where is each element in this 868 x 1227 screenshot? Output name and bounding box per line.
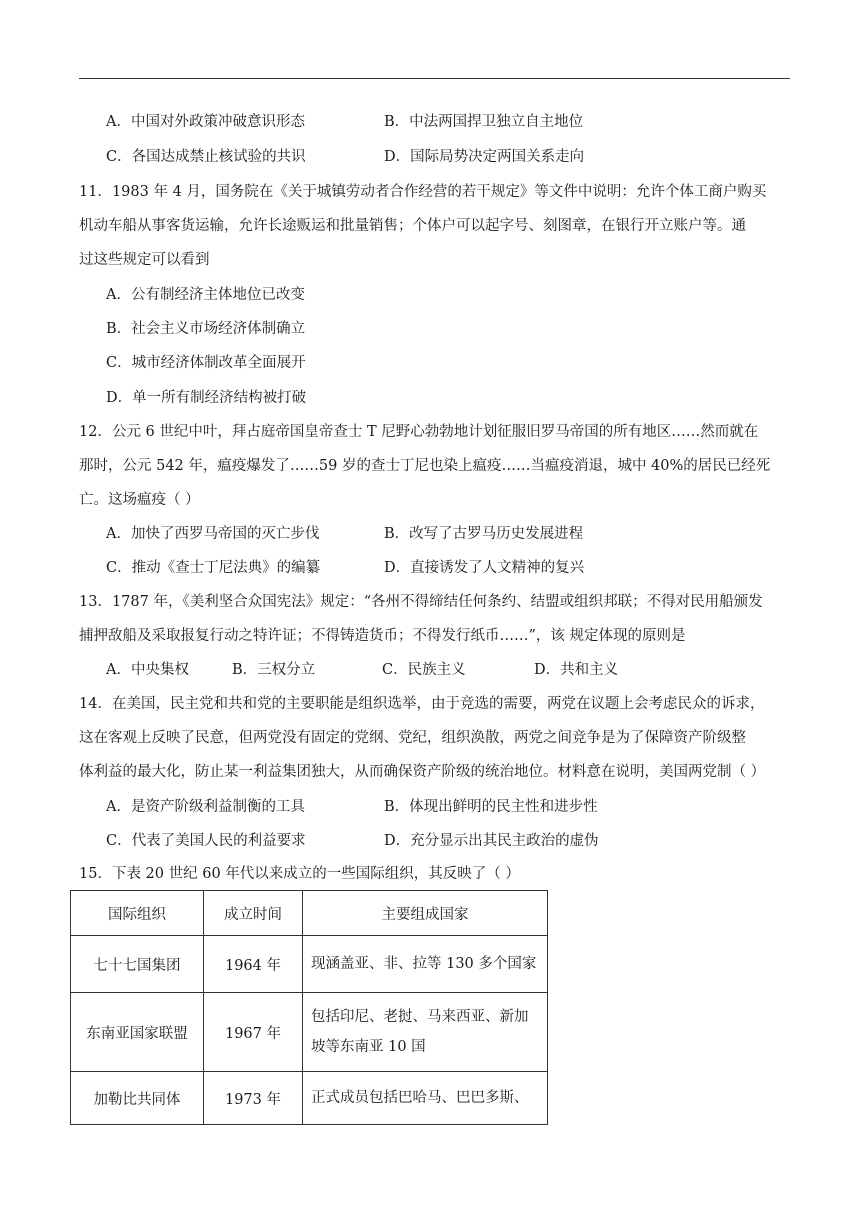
q12-option-d[interactable]: D．直接诱发了人文精神的复兴 (384, 560, 585, 576)
table-cell-members: 正式成员包括巴哈马、巴巴多斯、 (303, 1072, 548, 1125)
q12-stem-line-3: 亡。这场瘟疫（ ） (79, 492, 200, 508)
q14-option-c[interactable]: C．代表了美国人民的利益要求 (106, 833, 306, 849)
table-row (71, 993, 548, 1072)
q10-option-c[interactable]: C．各国达成禁止核试验的共识 (106, 149, 306, 165)
q10-option-a[interactable]: A．中国对外政策冲破意识形态 (106, 114, 305, 130)
q10-option-d[interactable]: D．国际局势决定两国关系走向 (384, 149, 585, 165)
q13-option-b[interactable]: B．三权分立 (232, 662, 316, 678)
q14-option-d[interactable]: D．充分显示出其民主政治的虚伪 (384, 833, 599, 849)
q15-stem: 15．下表 20 世纪 60 年代以来成立的一些国际组织，其反映了（ ） (79, 866, 520, 882)
international-organizations-table (70, 890, 548, 1125)
table-header-row (71, 891, 548, 936)
q12-option-a[interactable]: A．加快了西罗马帝国的灭亡步伐 (106, 526, 320, 542)
table-cell-year: 1964 年 (204, 936, 303, 993)
q12-stem-line-2: 那时，公元 542 年，瘟疫爆发了……59 岁的查士丁尼也染上瘟疫……当瘟疫消退，城中 40%的居民已经死 (79, 458, 771, 474)
q13-stem-line-2: 捕押敌船及采取报复行动之特许证；不得铸造货币；不得发行纸币……”，该 规定体现的原则是 (79, 628, 686, 644)
q14-stem-line-1: 14．在美国，民主党和共和党的主要职能是组织选举，由于竞选的需要，两党在议题上会考虑民众的诉求， (79, 696, 765, 712)
q10-option-b[interactable]: B．中法两国捍卫独立自主地位 (384, 114, 584, 130)
q11-stem-line-1: 11．1983 年 4 月，国务院在《关于城镇劳动者合作经营的若干规定》等文件中说明：允许个体工商户购买 (79, 184, 767, 200)
table-row (71, 1072, 548, 1125)
table-cell-year: 1973 年 (204, 1072, 303, 1125)
q14-option-b[interactable]: B．体现出鲜明的民主性和进步性 (384, 799, 598, 815)
q11-option-b[interactable]: B．社会主义市场经济体制确立 (106, 321, 306, 337)
q13-stem-line-1: 13．1787 年，《美利坚合众国宪法》规定：“各州不得缔结任何条约、结盟或组织邦联；不得对民用船颁发 (79, 594, 763, 610)
header-rule (79, 78, 790, 79)
q13-option-d[interactable]: D．共和主义 (534, 662, 619, 678)
table-cell-org: 加勒比共同体 (71, 1072, 204, 1125)
q11-option-c[interactable]: C．城市经济体制改革全面展开 (106, 355, 306, 371)
table-cell-org: 七十七国集团 (71, 936, 204, 993)
table-header-year: 成立时间 (204, 891, 303, 936)
q14-stem-line-3: 体利益的最大化，防止某一利益集团独大，从而确保资产阶级的统治地位。材料意在说明，美国两党制（ ） (79, 764, 766, 780)
q14-option-a[interactable]: A．是资产阶级利益制衡的工具 (106, 799, 305, 815)
q11-option-d[interactable]: D．单一所有制经济结构被打破 (106, 390, 307, 406)
table-cell-year: 1967 年 (204, 993, 303, 1072)
table-cell-members: 包括印尼、老挝、马来西亚、新加坡等东南亚 10 国 (303, 993, 548, 1072)
table-row (71, 936, 548, 993)
q14-stem-line-2: 这在客观上反映了民意，但两党没有固定的党纲、党纪，组织涣散，两党之间竞争是为了保障资产阶级整 (79, 730, 746, 746)
table-header-org: 国际组织 (71, 891, 204, 936)
q12-option-c[interactable]: C．推动《查士丁尼法典》的编纂 (106, 560, 321, 576)
q13-option-c[interactable]: C．民族主义 (382, 662, 466, 678)
q13-option-a[interactable]: A．中央集权 (106, 662, 189, 678)
table-cell-members: 现涵盖亚、非、拉等 130 多个国家 (303, 936, 548, 993)
table-header-members: 主要组成国家 (303, 891, 548, 936)
q11-option-a[interactable]: A．公有制经济主体地位已改变 (106, 287, 305, 303)
table-cell-org: 东南亚国家联盟 (71, 993, 204, 1072)
q11-stem-line-2: 机动车船从事客货运输，允许长途贩运和批量销售；个体户可以起字号、刻图章，在银行开立账户等。通 (79, 218, 746, 234)
q12-stem-line-1: 12．公元 6 世纪中叶，拜占庭帝国皇帝查士 T 尼野心勃勃地计划征服旧罗马帝国的所有地区……然而就在 (79, 424, 759, 440)
q11-stem-line-3: 过这些规定可以看到 (79, 252, 210, 268)
q12-option-b[interactable]: B．改写了古罗马历史发展进程 (384, 526, 584, 542)
